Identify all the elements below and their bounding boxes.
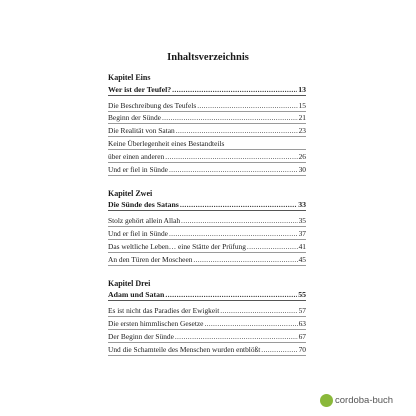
dot-leader: [193, 254, 297, 265]
chapter-title-entry: [108, 289, 306, 302]
dot-leader: [176, 125, 298, 136]
chapter-section: [108, 188, 306, 266]
dot-leader: [175, 331, 298, 342]
dot-leader: [261, 344, 297, 355]
toc-entry: [108, 253, 306, 266]
dot-leader: [204, 318, 297, 329]
toc-entry: [108, 99, 306, 112]
entry-text: Der Beginn der Sünde: [108, 331, 174, 341]
entry-text: Die Realität von Satan: [108, 126, 175, 136]
toc-entry: [108, 214, 306, 227]
entry-text: Beginn der Sünde: [108, 113, 161, 123]
dot-leader: [169, 164, 298, 175]
cordoba-logo-icon: [320, 394, 333, 407]
dot-leader: [169, 228, 298, 239]
page-number: 23: [298, 126, 306, 136]
page-number: 15: [298, 100, 306, 110]
toc-entry: [108, 304, 306, 317]
chapter-title-entry: [108, 199, 306, 212]
toc-entry: [108, 112, 306, 125]
chapter-title-entry: [108, 83, 306, 96]
chapter-label: Kapitel Zwei: [108, 188, 153, 198]
page-number: 37: [298, 228, 306, 238]
entry-text: An den Türen der Moscheen: [108, 254, 193, 264]
dot-leader: [247, 241, 298, 252]
page-number: 45: [298, 254, 306, 264]
entry-text: Wer ist der Teufel?: [108, 84, 172, 94]
page-number: 67: [298, 331, 306, 341]
dot-leader: [165, 289, 297, 300]
entry-text: Adam und Satan: [108, 290, 165, 300]
chapter-label: Kapitel Drei: [108, 278, 151, 288]
toc-entry: [108, 137, 306, 150]
toc-entry: [108, 240, 306, 253]
entry-text: Die Sünde des Satans: [108, 200, 179, 210]
toc-entry: [108, 124, 306, 137]
page-number: 57: [298, 306, 306, 316]
chapter-label: Kapitel Eins: [108, 73, 151, 82]
toc-entry: [108, 150, 306, 163]
entry-text: Und die Schamteile des Menschen wurden entblößt: [108, 344, 261, 354]
page-title: Inhaltsverzeichnis: [167, 52, 249, 63]
entry-text: Und er fiel in Sünde: [108, 228, 168, 238]
page-number: 55: [298, 290, 306, 300]
page-number: 13: [298, 84, 306, 94]
dot-leader: [197, 100, 297, 111]
entry-text: über einen anderen: [108, 151, 165, 161]
page-number: 33: [298, 200, 306, 210]
page-number: 26: [298, 151, 306, 161]
table-of-contents: [108, 72, 306, 356]
toc-entry: [108, 330, 306, 343]
toc-entry: [108, 163, 306, 176]
entry-text: Keine Überlegenheit eines Bestandteils: [108, 138, 225, 148]
chapter-section: [108, 278, 306, 356]
entry-text: Die ersten himmlischen Gesetze: [108, 318, 204, 328]
page-number: 21: [298, 113, 306, 123]
toc-entry: [108, 227, 306, 240]
toc-entry: [108, 343, 306, 356]
toc-entry: [108, 317, 306, 330]
dot-leader: [165, 151, 297, 162]
dot-leader: [180, 199, 297, 210]
publisher-name: cordoba-buch: [335, 394, 394, 406]
entry-text: Und er fiel in Sünde: [108, 164, 168, 174]
entry-text: Stolz gehört allein Allah: [108, 216, 181, 226]
chapter-section: [108, 72, 306, 176]
page-number: 30: [298, 164, 306, 174]
entry-text: Es ist nicht das Paradies der Ewigkeit: [108, 306, 220, 316]
page-number: 63: [298, 318, 306, 328]
page-number: 70: [298, 344, 306, 354]
page-number: 35: [298, 216, 306, 226]
page-number: 41: [298, 241, 306, 251]
dot-leader: [181, 215, 298, 226]
dot-leader: [162, 112, 298, 123]
publisher-logo: [320, 390, 410, 410]
entry-text: Die Beschreibung des Teufels: [108, 100, 197, 110]
entry-text: Das weltliche Leben… eine Stätte der Prüfung: [108, 241, 246, 251]
dot-leader: [172, 84, 297, 95]
dot-leader: [220, 305, 297, 316]
